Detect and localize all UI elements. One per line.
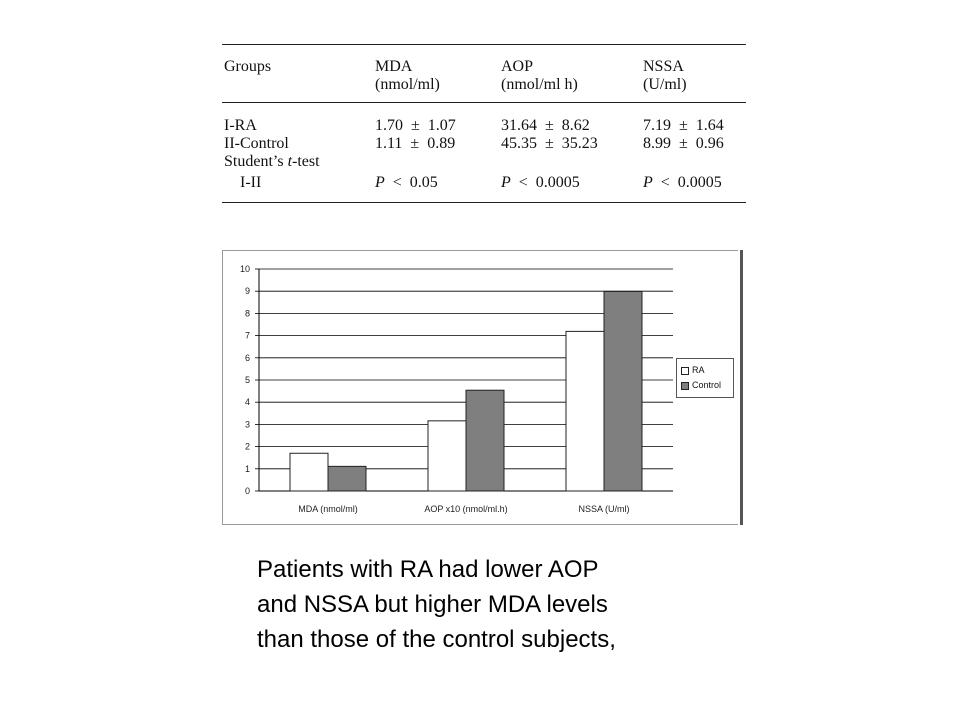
header-aop: AOP (501, 58, 534, 75)
y-tick-label: 9 (244, 286, 250, 297)
p-value-mda (375, 174, 438, 192)
comparison-label: I-II (240, 174, 262, 191)
legend-swatch-ra (681, 367, 689, 375)
row-control-aop: 45.35 ± 35.23 (501, 135, 598, 152)
header-mda-unit: (nmol/ml) (375, 76, 440, 93)
caption-line-1: Patients with RA had lower AOP (257, 556, 599, 583)
p-symbol: P (375, 174, 385, 191)
bar-ra-2 (428, 421, 466, 491)
header-aop-unit: (nmol/ml h) (501, 76, 578, 93)
table-bottom-rule (222, 202, 746, 203)
p-symbol: P (643, 174, 653, 191)
row-ra-nssa: 7.19 ± 1.64 (643, 117, 724, 134)
y-tick-label: 3 (244, 419, 250, 430)
table-top-rule (222, 44, 746, 45)
y-tick-label: 2 (244, 441, 250, 452)
y-tick-label: 6 (244, 352, 250, 363)
p-value-text: < 0.0005 (510, 174, 580, 191)
x-category-label: MDA (nmol/ml) (298, 504, 358, 514)
bar-chart-canvas (223, 251, 738, 524)
legend-swatch-control (681, 382, 689, 390)
header-mda: MDA (375, 58, 413, 75)
bar-ra-1 (290, 453, 328, 491)
y-tick-label: 5 (244, 375, 250, 385)
bar-ra-3 (566, 331, 604, 491)
legend-label-control: Control (692, 380, 722, 390)
test-label (224, 153, 320, 171)
header-nssa: NSSA (643, 58, 684, 75)
row-control-label: II-Control (224, 135, 289, 152)
y-tick-label: 4 (244, 397, 250, 408)
row-control-nssa: 8.99 ± 0.96 (643, 135, 724, 152)
row-ra-mda: 1.70 ± 1.07 (375, 117, 456, 134)
table-header-rule (222, 102, 746, 103)
bar-chart (222, 250, 738, 525)
bar-control-3 (604, 291, 642, 491)
bar-control-2 (466, 390, 504, 491)
p-symbol: P (501, 174, 511, 191)
chart-legend (676, 358, 734, 398)
header-groups: Groups (224, 58, 272, 75)
p-value-text: < 0.05 (384, 174, 438, 191)
row-ra-aop: 31.64 ± 8.62 (501, 117, 590, 134)
y-tick-label: 8 (244, 308, 250, 319)
legend-label-ra: RA (692, 365, 705, 375)
caption-line-2: and NSSA but higher MDA levels (257, 591, 608, 618)
y-tick-label: 0 (244, 486, 250, 496)
p-value-nssa (643, 174, 722, 192)
y-tick-label: 7 (244, 330, 250, 341)
results-table (222, 44, 746, 204)
slide-caption (257, 552, 817, 657)
legend-item-control (681, 379, 721, 391)
test-label-prefix: Student’s (224, 153, 288, 170)
test-label-suffix: -test (292, 153, 320, 170)
row-control-mda: 1.11 ± 0.89 (375, 135, 456, 152)
x-category-label: AOP x10 (nmol/ml.h) (424, 504, 508, 514)
test-label-t: t (287, 153, 293, 170)
p-value-text: < 0.0005 (652, 174, 722, 191)
p-value-aop (501, 174, 580, 192)
header-nssa-unit: (U/ml) (643, 76, 687, 93)
legend-item-ra (681, 364, 705, 376)
y-tick-label: 1 (244, 463, 250, 474)
x-category-label: NSSA (U/ml) (578, 504, 630, 514)
chart-right-edge (740, 250, 743, 525)
y-tick-label: 10 (239, 264, 250, 274)
row-ra-label: I-RA (224, 117, 257, 134)
caption-line-3: than those of the control subjects, (257, 626, 616, 653)
bar-control-1 (328, 466, 366, 491)
